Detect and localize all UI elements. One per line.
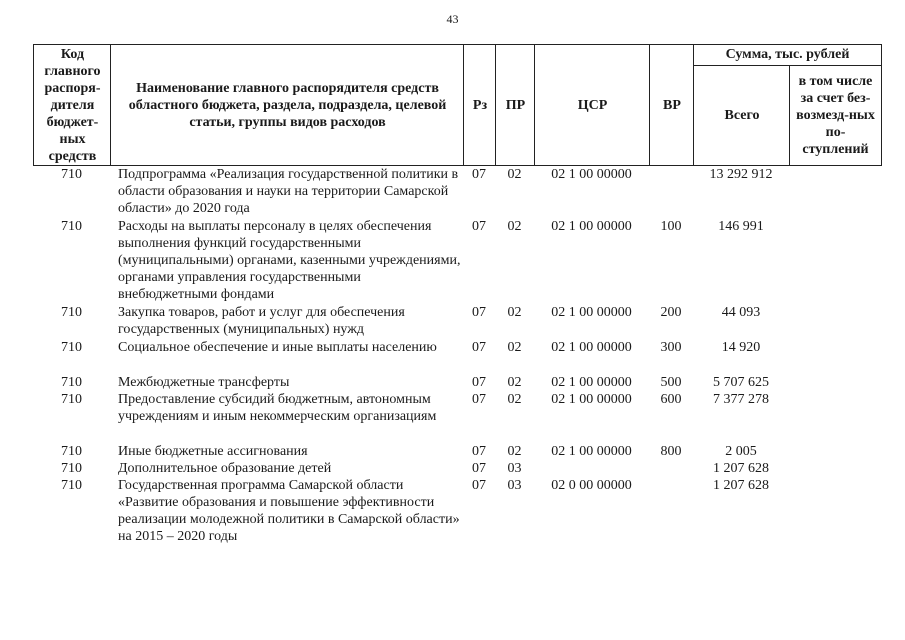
cell-csr: 02 0 00 00000 bbox=[551, 478, 632, 493]
cell-code: 710 bbox=[61, 444, 82, 459]
table-header bbox=[33, 44, 882, 166]
cell-name: Социальное обеспечение и иные выплаты населению bbox=[118, 340, 437, 355]
cell-total: 14 920 bbox=[721, 340, 761, 355]
page-number: 43 bbox=[446, 12, 459, 26]
cell-vr: 200 bbox=[660, 305, 682, 320]
table-body bbox=[33, 166, 882, 547]
cell-total: 1 207 628 bbox=[713, 461, 769, 476]
cell-csr: 02 1 00 00000 bbox=[551, 167, 632, 182]
cell-code: 710 bbox=[61, 461, 82, 476]
cell-pr: 02 bbox=[507, 167, 522, 182]
cell-name: Расходы на выплаты персоналу в целях обеспечения выполнения функций государственными (муниципальными) органами, казенными учреждениями, органами управления государственными внебюджетными фондами bbox=[118, 219, 461, 302]
cell-pr: 02 bbox=[507, 375, 522, 390]
table-row bbox=[33, 374, 882, 391]
cell-pr: 03 bbox=[507, 478, 522, 493]
cell-code: 710 bbox=[61, 375, 82, 390]
table-row bbox=[33, 166, 882, 218]
cell-rz: 07 bbox=[472, 444, 486, 459]
cell-name: Закупка товаров, работ и услуг для обеспечения государственных (муниципальных) нужд bbox=[118, 305, 405, 337]
header-vr: ВР bbox=[649, 44, 694, 166]
cell-total: 5 707 625 bbox=[713, 375, 769, 390]
cell-pr: 02 bbox=[507, 219, 522, 234]
cell-total: 1 207 628 bbox=[713, 478, 769, 493]
header-sum: Сумма, тыс. рублей bbox=[693, 44, 882, 66]
cell-vr: 500 bbox=[660, 375, 682, 390]
cell-pr: 02 bbox=[507, 305, 522, 320]
cell-rz: 07 bbox=[472, 340, 486, 355]
header-name: Наименование главного распорядителя средств областного бюджета, раздела, подраздела, целевой статьи, группы видов расходов bbox=[110, 44, 464, 166]
cell-rz: 07 bbox=[472, 219, 486, 234]
cell-rz: 07 bbox=[472, 167, 486, 182]
cell-total: 146 991 bbox=[718, 219, 764, 234]
cell-csr: 02 1 00 00000 bbox=[551, 340, 632, 355]
table-row bbox=[33, 460, 882, 477]
header-csr: ЦСР bbox=[534, 44, 650, 166]
cell-total: 7 377 278 bbox=[713, 392, 769, 407]
cell-csr: 02 1 00 00000 bbox=[551, 305, 632, 320]
cell-csr: 02 1 00 00000 bbox=[551, 219, 632, 234]
cell-code: 710 bbox=[61, 219, 82, 234]
cell-rz: 07 bbox=[472, 392, 486, 407]
table-row bbox=[33, 391, 882, 443]
header-rz: Рз bbox=[463, 44, 496, 166]
cell-csr: 02 1 00 00000 bbox=[551, 392, 632, 407]
cell-name: Иные бюджетные ассигнования bbox=[118, 444, 308, 459]
table-row bbox=[33, 339, 882, 374]
cell-name: Государственная программа Самарской области «Развитие образования и повышение эффективности реализации молодежной политики в Самарской области» на 2015 – 2020 годы bbox=[118, 478, 460, 544]
cell-code: 710 bbox=[61, 478, 82, 493]
cell-code: 710 bbox=[61, 167, 82, 182]
header-code: Код главного распоря-дителя бюджет-ных средств bbox=[33, 44, 111, 166]
cell-pr: 03 bbox=[507, 461, 522, 476]
cell-name: Дополнительное образование детей bbox=[118, 461, 332, 476]
header-free: в том числе за счет без-возмезд-ных по-ступлений bbox=[789, 65, 882, 166]
cell-rz: 07 bbox=[472, 478, 486, 493]
table-row bbox=[33, 218, 882, 304]
cell-code: 710 bbox=[61, 392, 82, 407]
cell-vr: 600 bbox=[660, 392, 682, 407]
cell-pr: 02 bbox=[507, 392, 522, 407]
cell-rz: 07 bbox=[472, 461, 486, 476]
cell-vr: 100 bbox=[660, 219, 682, 234]
cell-name: Предоставление субсидий бюджетным, автономным учреждениям и иным некоммерческим организациям bbox=[118, 392, 437, 424]
header-total: Всего bbox=[693, 65, 790, 166]
cell-csr: 02 1 00 00000 bbox=[551, 444, 632, 459]
cell-name: Подпрограмма «Реализация государственной политики в области образования и науки на территории Самарской области» до 2020 года bbox=[118, 167, 459, 216]
cell-total: 2 005 bbox=[725, 444, 757, 459]
cell-total: 13 292 912 bbox=[709, 167, 773, 182]
cell-code: 710 bbox=[61, 305, 82, 320]
cell-name: Межбюджетные трансферты bbox=[118, 375, 290, 390]
cell-pr: 02 bbox=[507, 340, 522, 355]
cell-vr: 800 bbox=[660, 444, 682, 459]
table-row bbox=[33, 304, 882, 339]
cell-csr: 02 1 00 00000 bbox=[551, 375, 632, 390]
cell-rz: 07 bbox=[472, 305, 486, 320]
table-row bbox=[33, 443, 882, 460]
cell-vr: 300 bbox=[660, 340, 682, 355]
header-pr: ПР bbox=[495, 44, 535, 166]
cell-pr: 02 bbox=[507, 444, 522, 459]
cell-rz: 07 bbox=[472, 375, 486, 390]
table-row bbox=[33, 477, 882, 547]
cell-code: 710 bbox=[61, 340, 82, 355]
cell-total: 44 093 bbox=[721, 305, 761, 320]
